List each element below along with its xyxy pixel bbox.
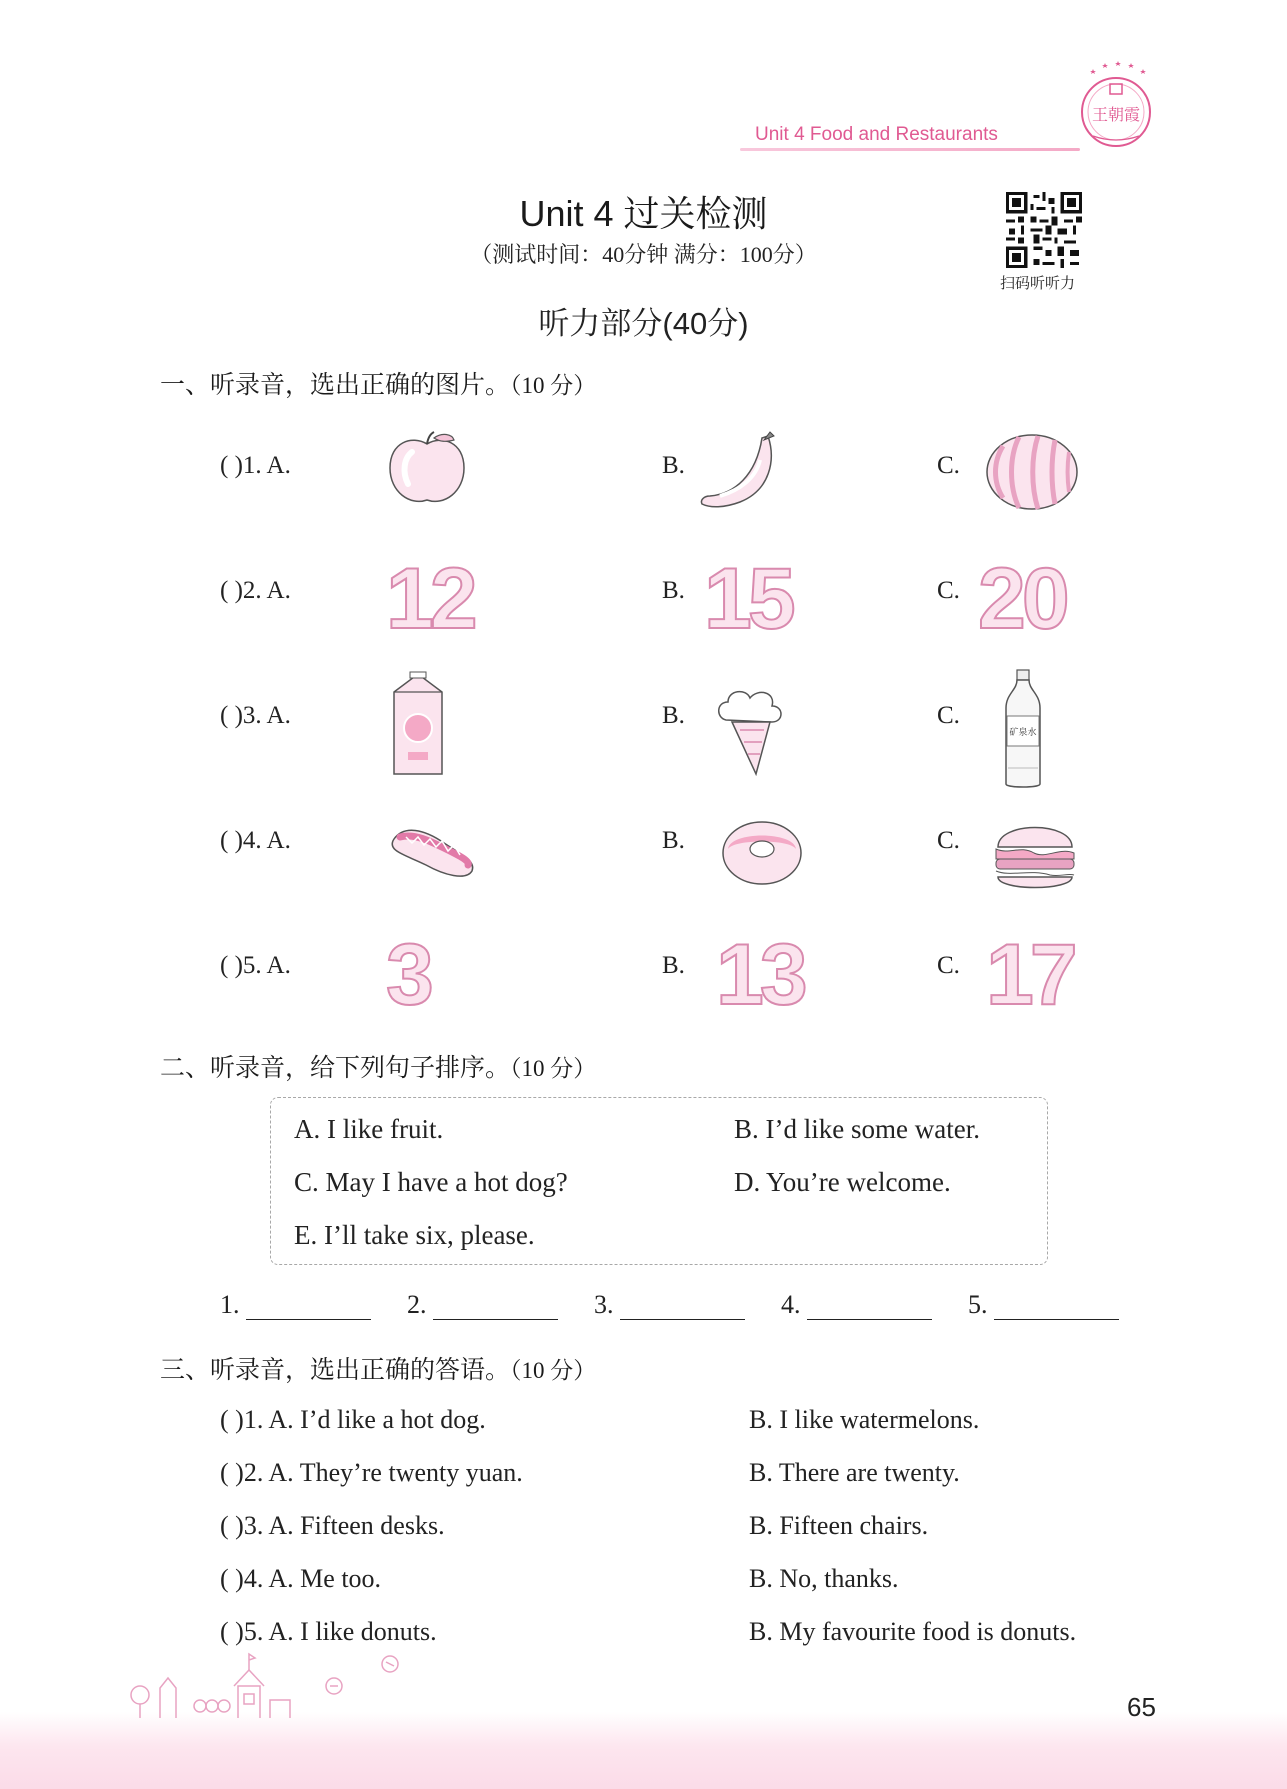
sentence-c: C. May I have a hot dog? bbox=[294, 1167, 568, 1197]
number-picture[interactable]: 15 bbox=[704, 551, 792, 647]
answer-option-a: ( )5. A. I like donuts. bbox=[220, 1617, 437, 1646]
number-picture[interactable]: 20 bbox=[978, 551, 1066, 647]
watermelon-icon[interactable] bbox=[983, 432, 1081, 512]
answer-line[interactable] bbox=[246, 1297, 371, 1320]
banana-icon[interactable] bbox=[690, 430, 790, 515]
number-picture[interactable]: 3 bbox=[386, 927, 430, 1023]
water-bottle-icon[interactable] bbox=[1000, 668, 1046, 792]
answer-line[interactable] bbox=[433, 1297, 558, 1320]
answer-line[interactable] bbox=[994, 1297, 1119, 1320]
bottle-label: 矿泉水 bbox=[1009, 728, 1037, 738]
answer-option-b: B. Fifteen chairs. bbox=[749, 1511, 929, 1540]
sentence-b: B. I’d like some water. bbox=[734, 1114, 980, 1144]
number-picture[interactable]: 17 bbox=[986, 927, 1074, 1023]
header-rule bbox=[740, 148, 1080, 151]
order-blank-1[interactable] bbox=[220, 1290, 371, 1320]
section-heading: 听力部分(40分) bbox=[538, 306, 749, 341]
option-label: C. bbox=[937, 952, 960, 979]
part3-heading bbox=[160, 1350, 596, 1386]
milk-carton-icon[interactable] bbox=[388, 670, 448, 780]
number-picture[interactable]: 13 bbox=[716, 927, 804, 1023]
donut-icon[interactable] bbox=[720, 815, 804, 887]
question-number: ( )1. A. bbox=[220, 452, 291, 479]
part3-title: 三、听录音，选出正确的答语。 bbox=[160, 1356, 511, 1384]
part2-score: （10 分） bbox=[510, 1056, 597, 1081]
footer-band bbox=[0, 1712, 1287, 1789]
answer-option-a: ( )2. A. They’re twenty yuan. bbox=[220, 1458, 523, 1487]
option-label: C. bbox=[937, 827, 960, 854]
answer-option-a: ( )1. A. I’d like a hot dog. bbox=[220, 1405, 486, 1434]
qr-caption: 扫码听听力 bbox=[1000, 275, 1076, 292]
hot-dog-icon[interactable] bbox=[384, 815, 484, 885]
answer-option-b: B. No, thanks. bbox=[749, 1564, 899, 1593]
sentence-e: E. I’ll take six, please. bbox=[294, 1220, 535, 1250]
question-number: ( )2. A. bbox=[220, 577, 291, 604]
page-title: Unit 4 过关检测 bbox=[519, 193, 768, 234]
sentence-d: D. You’re welcome. bbox=[734, 1167, 951, 1197]
option-label: B. bbox=[662, 452, 685, 479]
qr-code-icon[interactable] bbox=[1006, 192, 1082, 268]
blank-number: 3. bbox=[594, 1290, 614, 1319]
answer-option-b: B. There are twenty. bbox=[749, 1458, 960, 1487]
part2-heading bbox=[160, 1048, 596, 1084]
part3-score: （10 分） bbox=[510, 1358, 597, 1383]
option-label: B. bbox=[662, 827, 685, 854]
blank-number: 2. bbox=[407, 1290, 427, 1319]
hamburger-icon[interactable] bbox=[990, 815, 1080, 895]
order-blank-5[interactable] bbox=[968, 1290, 1119, 1320]
part1-title: 一、听录音，选出正确的图片。 bbox=[160, 371, 511, 399]
order-blank-2[interactable] bbox=[407, 1290, 558, 1320]
blank-number: 4. bbox=[781, 1290, 801, 1319]
blank-number: 1. bbox=[220, 1290, 240, 1319]
answer-line[interactable] bbox=[620, 1297, 745, 1320]
blank-number: 5. bbox=[968, 1290, 988, 1319]
option-label: C. bbox=[937, 452, 960, 479]
question-number: ( )4. A. bbox=[220, 827, 291, 854]
part1-score: （10 分） bbox=[510, 373, 597, 398]
ice-cream-icon[interactable] bbox=[712, 686, 788, 776]
answer-line[interactable] bbox=[807, 1297, 932, 1320]
sentence-a: A. I like fruit. bbox=[294, 1114, 444, 1144]
answer-option-a: ( )4. A. Me too. bbox=[220, 1564, 382, 1593]
part2-title: 二、听录音，给下列句子排序。 bbox=[160, 1054, 511, 1082]
option-label: B. bbox=[662, 702, 685, 729]
page-number: 65 bbox=[1127, 1692, 1156, 1722]
option-label: C. bbox=[937, 577, 960, 604]
answer-option-a: ( )3. A. Fifteen desks. bbox=[220, 1511, 445, 1540]
running-head: Unit 4 Food and Restaurants bbox=[755, 124, 998, 145]
question-number: ( )3. A. bbox=[220, 702, 291, 729]
town-doodle-icon bbox=[120, 1650, 460, 1720]
apple-icon[interactable] bbox=[382, 430, 472, 508]
number-picture[interactable]: 12 bbox=[386, 551, 474, 647]
answer-option-b: B. My favourite food is donuts. bbox=[749, 1617, 1077, 1646]
option-label: C. bbox=[937, 702, 960, 729]
logo-text: 王朝霞 bbox=[1091, 105, 1141, 124]
option-label: B. bbox=[662, 577, 685, 604]
brand-logo bbox=[1075, 60, 1157, 150]
question-number: ( )5. A. bbox=[220, 952, 291, 979]
test-info: （测试时间：40分钟 满分：100分） bbox=[470, 242, 817, 267]
order-blank-3[interactable] bbox=[594, 1290, 745, 1320]
order-blank-4[interactable] bbox=[781, 1290, 932, 1320]
answer-option-b: B. I like watermelons. bbox=[749, 1405, 980, 1434]
option-label: B. bbox=[662, 952, 685, 979]
part1-heading bbox=[160, 365, 596, 401]
